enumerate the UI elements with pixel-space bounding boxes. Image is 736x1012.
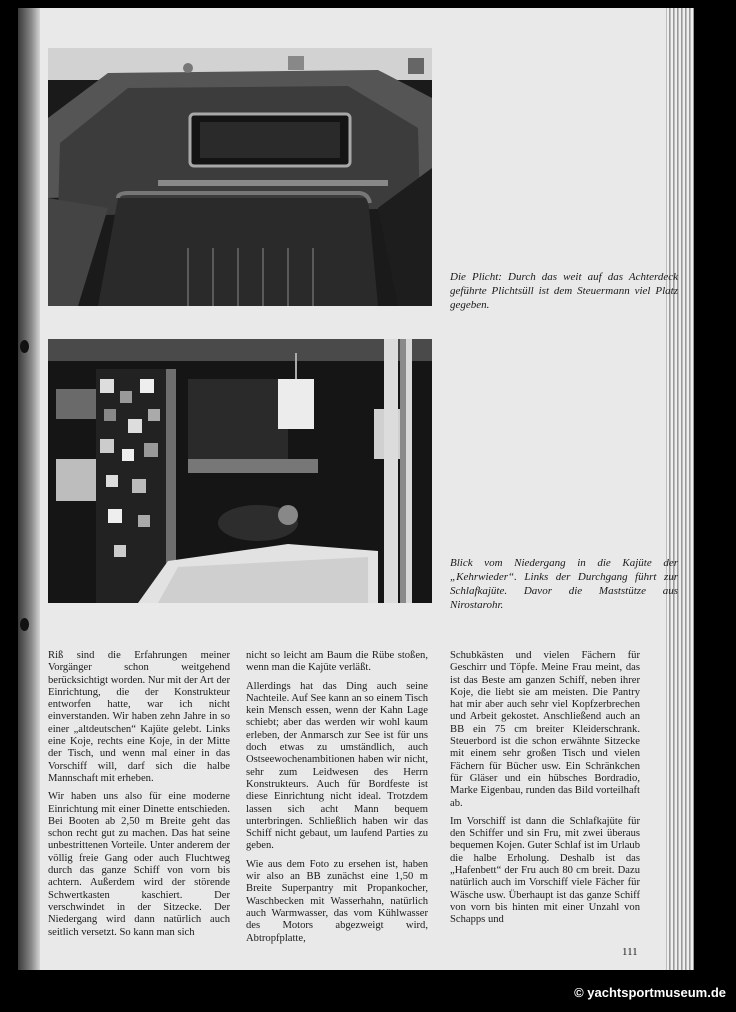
watermark: © yachtsportmuseum.de	[574, 985, 726, 1000]
text-column-1	[48, 650, 230, 945]
cabin-caption: Blick vom Niedergang in die Kajüte der „Kehrwieder“. Links der Durchgang führt zur Schlafkajüte. Davor die Maststütze aus Nirostarohr.	[450, 557, 678, 611]
text-column-2	[246, 650, 428, 951]
cockpit-photo	[48, 48, 432, 306]
page-number: 111	[622, 946, 638, 958]
paragraph: Allerdings hat das Ding auch seine Nachteile. Auf See kann an so einem Tisch kein Mensch essen, wenn der Kahn Lage schiebt; aber das werden wir wohl kaum erleben, der Anmarsch zur See ist für uns doch etwas zu umständlich, auch Ostseewochenambitionen haben wir nicht, sehr zum Leidwesen des Herrn Konstrukteurs. Auch für Bordfeste ist diese Einrichtung nicht ideal. Trotzdem lassen sich acht Mann bequem unterbringen. Schließlich haben wir das Schiff nicht gebaut, um laufend Parties zu geben.	[246, 680, 428, 852]
paragraph: Riß sind die Erfahrungen meiner Vorgänger schon weitgehend berücksichtigt worden. Nur mit der Art der Einrichtung, die der Konstrukteur entworfen hatte, war ich nicht einverstanden. Wir haben zehn Jahre in so einer „altdeutschen“ Kajüte gelebt. Links eine Koje, rechts eine Koje, in der Mitte der Tisch, und wenn mal einer in das Vorschiff will, darf sich die halbe Mannschaft mit erheben.	[48, 650, 230, 784]
cabin-photo	[48, 339, 432, 603]
footer-bar	[0, 975, 736, 1012]
paragraph: nicht so leicht am Baum die Rübe stoßen, wenn man die Kajüte verläßt.	[246, 650, 428, 674]
paragraph: Wie aus dem Foto zu ersehen ist, haben wir also an BB zunächst eine 1,50 m Breite Superpantry mit Propankocher, Waschbecken mit Wasserhahn, natürlich auch Warmwasser, das vom Kühlwasser des Motors abgezweigt wird, Abtropfplatte,	[246, 858, 428, 944]
page-edge	[666, 8, 694, 970]
book-spine	[18, 8, 40, 970]
binding-hole	[20, 618, 29, 631]
text-column-3	[450, 650, 640, 933]
paragraph: Wir haben uns also für eine moderne Einrichtung mit einer Dinette entschieden. Bei Booten ab 2,50 m Breite geht das schon recht gut zu machen. Das hat seine unbestrittenen Vorteile. Unter anderem der völlig freie Gang oder auch Fluchtweg durch das ganze Schiff von vorn bis achtern. Außerdem wird der störende Schwertkasten kaschiert. Der verschwindet in der Sitzecke. Der Niedergang wird dann natürlich auch seitlich versetzt. So kann man sich	[48, 791, 230, 938]
paragraph: Im Vorschiff ist dann die Schlafkajüte für den Schiffer und sin Fru, mit zwei überaus bequemen Kojen. Guter Schlaf ist im Urlaub die halbe Erholung. Deshalb ist das „Hafenbett“ der Fru auch 80 cm breit. Dazu natürlich auch im Vorschiff viele Fächer für Wäsche usw. Überhaupt ist das ganze Schiff von vorn bis hinten mit einer Unzahl von Schapps und	[450, 815, 640, 926]
magazine-page	[18, 8, 694, 970]
binding-hole	[20, 340, 29, 353]
curtain	[96, 369, 166, 603]
cockpit-caption: Die Plicht: Durch das weit auf das Achterdeck geführte Plichtsüll ist dem Steuermann viel Platz gegeben.	[450, 271, 678, 311]
paragraph: Schubkästen und vielen Fächern für Geschirr und Töpfe. Meine Frau meint, das ist das Beste am ganzen Schiff, neben ihrer Koje, die liebt sie am meisten. Die Pantry hat mir aber auch sehr viel Kopfzerbrechen und Arbeit gekostet. Anschließend auch an BB ein 75 cm breiter Kleiderschrank. Steuerbord ist die schon erwähnte Sitzecke mit einem sehr großen Tisch und vielen Fächern für Bücher usw. Ein Schränkchen für Gläser und ein hübsches Bordradio, Marke Eigenbau, runden das Bild vorteilhaft ab.	[450, 650, 640, 809]
